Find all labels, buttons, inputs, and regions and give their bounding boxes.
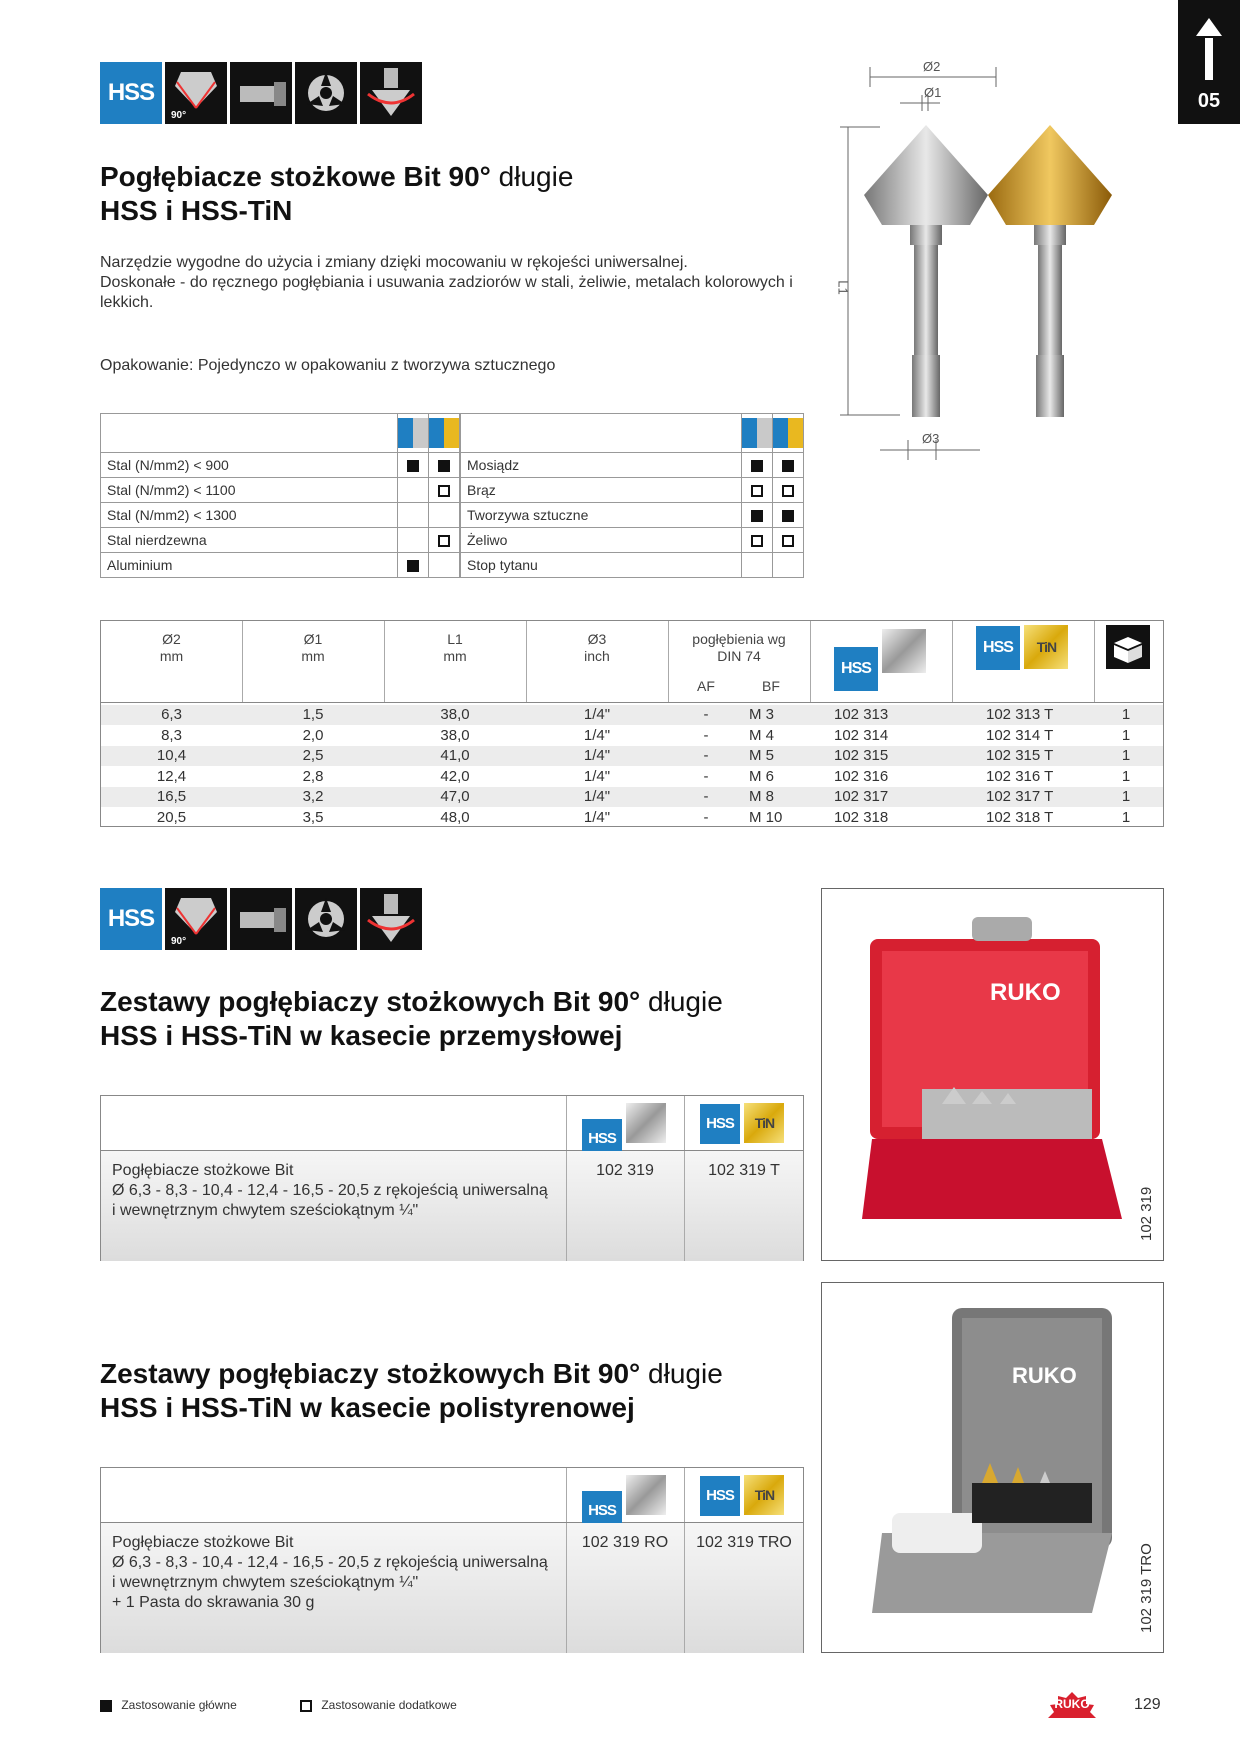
- set1-table: HSS HSS TiN Pogłębiacze stożkowe Bit Ø 6,3 - 8,3 - 10,4 - 12,4 - 16,5 - 20,5 z rękojeścią uniwersalną i wewnętrznym chwytem sześciokątnym ¼" 102 319 102 319 T: [100, 1095, 804, 1261]
- hss-icon: HSS: [100, 62, 162, 124]
- feature-icons-set: [100, 888, 422, 950]
- set1-title: Zestawy pogłębiaczy stożkowych Bit 90° długie HSS i HSS-TiN w kasecie przemysłowej: [100, 986, 723, 1051]
- cell-d3: 1/4": [583, 706, 611, 723]
- section-number: 05: [1197, 90, 1221, 112]
- cell-d1: 3,2: [302, 788, 324, 805]
- material-row: Stal nierdzewna: [101, 528, 460, 553]
- cell-d1: 1,5: [302, 706, 324, 723]
- cell-hss: 102 316: [834, 767, 889, 785]
- set2-table: HSS HSS TiN Pogłębiacze stożkowe Bit Ø 6,3 - 8,3 - 10,4 - 12,4 - 16,5 - 20,5 z rękojeścią uniwersalną i wewnętrznym chwytem sześciokątnym ¼" + 1 Pasta do skrawania 30 g 102 319 RO 102 319 TRO: [100, 1467, 804, 1653]
- materials-table-right: [460, 413, 804, 578]
- cell-d2: 12,4: [156, 767, 187, 785]
- cell-hss: 102 313: [834, 706, 889, 723]
- cell-bf: M 6: [749, 767, 775, 785]
- material-row: Aluminium: [101, 553, 460, 578]
- cell-d2: 6,3: [161, 706, 182, 723]
- cell-bf: M 3: [749, 706, 775, 723]
- product-drawing: [835, 55, 1140, 465]
- cell-af: -: [703, 726, 709, 744]
- cell-bf: M 10: [749, 808, 783, 826]
- cell-l1: 38,0: [440, 706, 470, 723]
- product-description: Narzędzie wygodne do użycia i zmiany dzięki mocowaniu w rękojeści uniwersalnej. Doskonałe - do ręcznego pogłębiania i usuwania zadziorów w stali, żeliwie, metalach kolorowych i lekkich.: [100, 254, 793, 311]
- cell-qty: 1: [1121, 767, 1131, 785]
- table-row: [101, 808, 1163, 828]
- table-row: [101, 705, 1163, 725]
- cell-d3: 1/4": [583, 747, 611, 764]
- table-row: [101, 726, 1163, 746]
- hss-icon: HSS: [100, 888, 162, 950]
- three-flute-icon: [295, 888, 357, 950]
- cell-tin: 102 315 T: [986, 747, 1054, 764]
- hex-shank-icon: [230, 62, 292, 124]
- set2-brand: RUKO: [1012, 1363, 1077, 1388]
- rotation-icon: [360, 62, 422, 124]
- angle-90-icon: 90°: [165, 62, 227, 124]
- material-row: Stal (N/mm2) < 1300: [101, 503, 460, 528]
- cell-d2: 10,4: [156, 747, 187, 764]
- filled-square-icon: [100, 1700, 112, 1712]
- table-row: [101, 767, 1163, 787]
- material-row: Stal (N/mm2) < 900: [101, 453, 460, 478]
- packaging-info: Opakowanie: Pojedynczo w opakowaniu z tworzywa sztucznego: [100, 357, 556, 374]
- dim-l1: L1: [835, 280, 851, 295]
- set1-brand: RUKO: [990, 979, 1061, 1006]
- tin-swatch-icon: [429, 418, 459, 448]
- cell-tin: 102 317 T: [986, 788, 1054, 805]
- cell-tin: 102 318 T: [986, 808, 1054, 826]
- cell-tin: 102 313 T: [986, 706, 1054, 723]
- hss-swatch-icon: [398, 418, 428, 448]
- cell-d3: 1/4": [583, 767, 611, 785]
- set2-title: Zestawy pogłębiaczy stożkowych Bit 90° długie HSS i HSS-TiN w kasecie polistyrenowej: [100, 1358, 723, 1423]
- cell-bf: M 5: [749, 747, 775, 764]
- cell-hss: 102 314: [834, 726, 889, 744]
- cell-d1: 2,8: [302, 767, 324, 785]
- material-row: Stal (N/mm2) < 1100: [101, 478, 460, 503]
- angle-90-icon: 90°: [165, 888, 227, 950]
- cell-af: -: [703, 706, 709, 723]
- product-title: Pogłębiacze stożkowe Bit 90° długie HSS i HSS-TiN: [100, 161, 574, 226]
- cell-d1: 2,0: [302, 726, 324, 744]
- set2-photo: [821, 1282, 1164, 1653]
- rotation-icon: [360, 888, 422, 950]
- cell-d1: 2,5: [302, 747, 324, 764]
- hss-badge: HSS: [834, 629, 926, 691]
- cell-d3: 1/4": [583, 788, 611, 805]
- material-row: Żeliwo: [461, 528, 804, 553]
- cell-l1: 47,0: [440, 788, 470, 805]
- legend-main: Zastosowanie główne: [100, 1698, 237, 1712]
- ruko-logo: RUKO: [1042, 1692, 1102, 1718]
- cell-bf: M 4: [749, 726, 775, 744]
- cell-af: -: [703, 788, 709, 805]
- section-tab: [1178, 0, 1240, 124]
- cell-hss: 102 315: [834, 747, 889, 764]
- set1-photo: [821, 888, 1164, 1261]
- cell-tin: 102 314 T: [986, 726, 1054, 744]
- empty-square-icon: [300, 1700, 312, 1712]
- dim-d3: Ø3: [922, 431, 940, 446]
- feature-icons: [100, 62, 422, 124]
- cell-tin: 102 316 T: [986, 767, 1054, 785]
- cell-d2: 16,5: [156, 788, 187, 805]
- page-number: 129: [1134, 1696, 1161, 1713]
- cell-qty: 1: [1121, 726, 1131, 744]
- cell-hss: 102 317: [834, 788, 889, 805]
- hex-shank-icon: [230, 888, 292, 950]
- material-row: Mosiądz: [461, 453, 804, 478]
- cell-d3: 1/4": [583, 726, 611, 744]
- cell-bf: M 8: [749, 788, 775, 805]
- cell-af: -: [703, 747, 709, 764]
- cell-qty: 1: [1121, 747, 1131, 764]
- set2-tin-code: 102 319 TRO: [696, 1534, 792, 1551]
- legend-extra: Zastosowanie dodatkowe: [300, 1698, 457, 1712]
- cell-d3: 1/4": [583, 808, 611, 826]
- three-flute-icon: [295, 62, 357, 124]
- cell-l1: 41,0: [440, 747, 470, 764]
- cell-af: -: [703, 767, 709, 785]
- cell-hss: 102 318: [834, 808, 889, 826]
- table-row: [101, 787, 1163, 807]
- cell-qty: 1: [1121, 808, 1131, 826]
- tin-swatch-icon: [773, 418, 803, 448]
- table-row: [101, 746, 1163, 766]
- set2-photo-label: 102 319 TRO: [1138, 1543, 1155, 1633]
- set1-photo-label: 102 319: [1138, 1186, 1155, 1241]
- set1-hss-code: 102 319: [596, 1162, 654, 1179]
- spec-table: Ø2 mm Ø1 mm L1 mm Ø3 inch pogłębienia wg DIN 74 AF BF HSS HSS TiN 6,3 1,5 38,0 1/4" - M 3 102 313 102 313 T 1 8,3 2,0 38,0 1/4" - M 4 102 314 102 314 T 1 10,4 2,5 41,0 1/4" - M 5 102 315 102 315 T 1 12,4 2,8 42,0 1/4" - M 6 102 316 102 316 T 1 16,5 3,2 47,0 1/4" - M 8 102 317 102 317 T 1 20,5 3,5 48,0 1/4" - M 10 102 318 102 318 T 1: [100, 620, 1164, 827]
- tin-badge: HSS TiN: [976, 625, 1068, 670]
- package-icon: [1106, 625, 1150, 669]
- material-row: Brąz: [461, 478, 804, 503]
- set1-tin-code: 102 319 T: [708, 1162, 780, 1179]
- cell-l1: 42,0: [440, 767, 470, 785]
- dim-d1: Ø1: [924, 85, 942, 100]
- cell-qty: 1: [1121, 788, 1131, 805]
- cell-qty: 1: [1121, 706, 1131, 723]
- set2-hss-code: 102 319 RO: [581, 1534, 669, 1551]
- cell-d1: 3,5: [302, 808, 324, 826]
- material-row: Stop tytanu: [461, 553, 804, 578]
- materials-table-left: [100, 413, 460, 578]
- hss-swatch-icon: [742, 418, 772, 448]
- dim-d2: Ø2: [923, 59, 941, 74]
- cell-d2: 8,3: [161, 726, 182, 744]
- material-row: Tworzywa sztuczne: [461, 503, 804, 528]
- cell-af: -: [703, 808, 709, 826]
- cell-l1: 38,0: [440, 726, 470, 744]
- cell-l1: 48,0: [440, 808, 470, 826]
- countersink-icon: [1196, 18, 1222, 82]
- cell-d2: 20,5: [156, 808, 187, 826]
